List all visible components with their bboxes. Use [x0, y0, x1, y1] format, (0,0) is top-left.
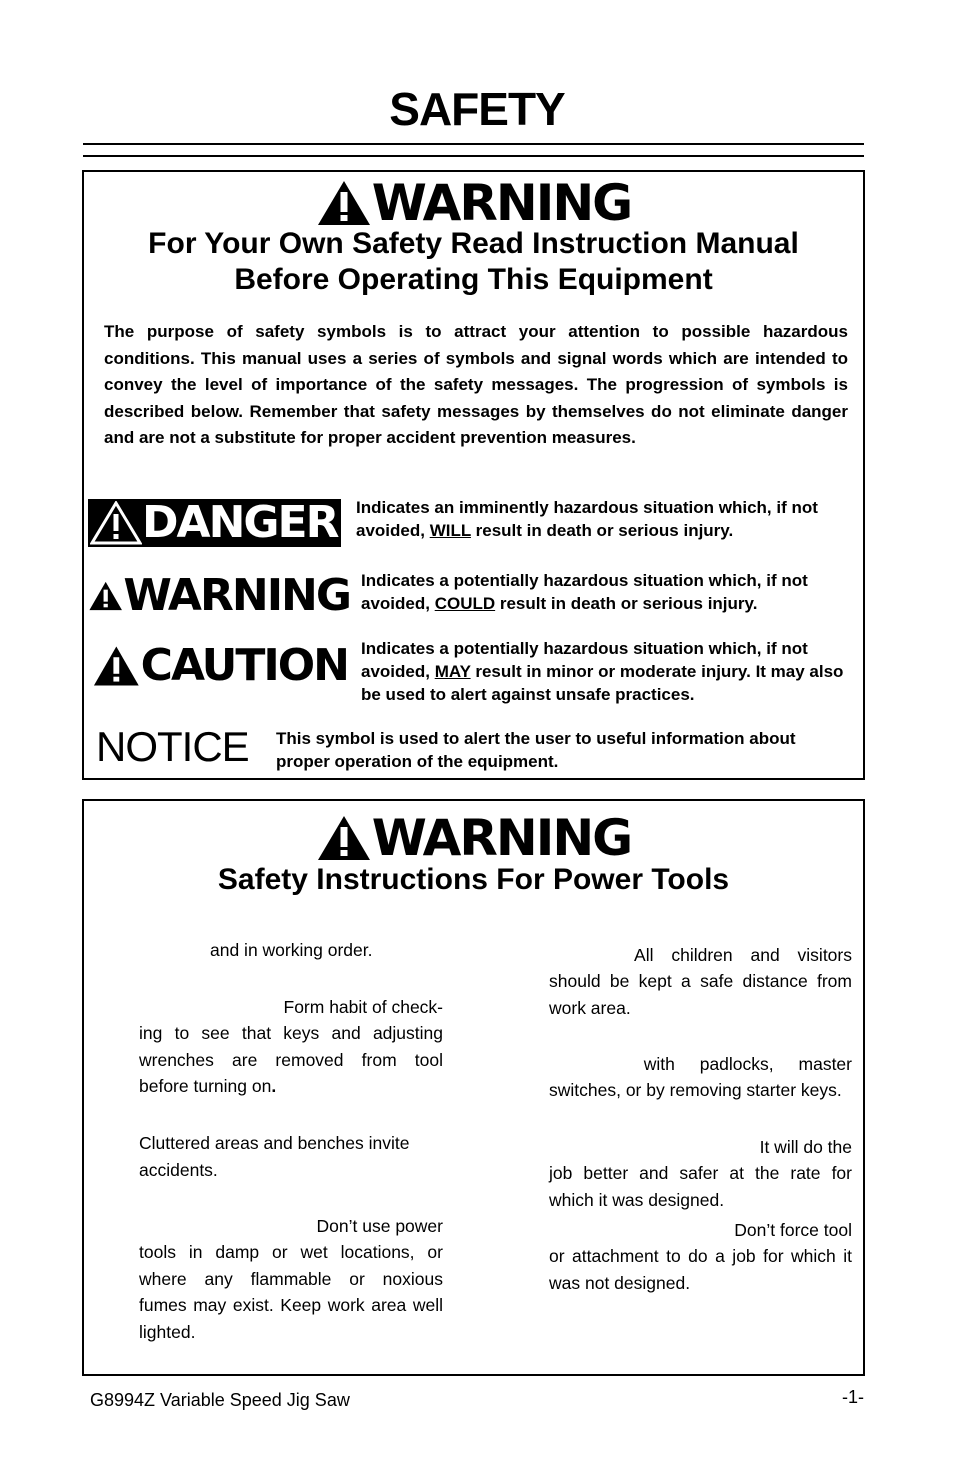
warning-desc-keyword: COULD [434, 594, 496, 613]
left-para-2 [139, 1020, 443, 1100]
left-para-2-period: . [271, 1076, 277, 1096]
danger-description [356, 496, 851, 542]
footer-model: G8994Z Variable Speed Jig Saw [90, 1390, 350, 1410]
warning-description [361, 569, 851, 615]
danger-desc-text-end: result in death or serious injury. [470, 521, 734, 540]
warning-desc-text-end: result in death or serious injury. [495, 594, 758, 613]
warning-signal-word: WARNING [123, 570, 350, 621]
left-para-4-first: Don’t use power [316, 1216, 443, 1236]
left-para-1: and in working order. [210, 940, 373, 960]
caution-signal-word: CAUTION [140, 640, 348, 691]
warning-desc-text: Indicates a potentially hazardous situation which, if not avoided, [361, 571, 808, 613]
danger-desc-keyword: WILL [429, 521, 471, 540]
caution-triangle-icon [92, 644, 141, 688]
notice-description: This symbol is used to alert the user to useful information about proper operation of the equipment. [276, 729, 796, 771]
page-number: -1- [842, 1387, 864, 1407]
caution-desc-text-end: result in minor or moderate injury. It may also be used to alert against unsafe practices. [361, 662, 844, 704]
box2-warning-heading [82, 809, 865, 867]
warning-triangle-icon [88, 574, 123, 618]
warning-word: WARNING [371, 174, 632, 232]
right-para-3: job better and safer at the rate for which it was designed. [549, 1163, 852, 1210]
caution-desc-keyword: MAY [434, 662, 471, 681]
danger-triangle-icon [90, 501, 142, 545]
right-para-4: or attachment to do a job for which it was not designed. [549, 1246, 852, 1293]
right-para-2: switches, or by removing starter keys. [549, 1080, 842, 1100]
notice-signal-word: NOTICE [96, 723, 249, 770]
left-para-4: tools in damp or wet locations, or where any flammable or noxious fumes may exist. Keep work area well lighted. [139, 1242, 443, 1342]
warning-triangle-icon [316, 814, 372, 862]
right-para-2-first: with padlocks, master [643, 1054, 852, 1074]
danger-desc-text: Indicates an imminently hazardous situation which, if not avoided, [356, 498, 818, 540]
warning-triangle-icon [316, 179, 372, 227]
box1-warning-heading [82, 174, 865, 232]
page-title: SAFETY [389, 83, 565, 135]
title-rule-bottom [83, 155, 864, 157]
warning-word: WARNING [371, 809, 632, 867]
danger-badge [88, 499, 341, 547]
left-para-2-first: Form habit of check- [283, 997, 443, 1017]
right-para-1: should be kept a safe distance from work area. [549, 971, 852, 1018]
right-para-1-first: All children and visitors [634, 945, 852, 965]
caution-description [361, 637, 851, 706]
left-para-3: Cluttered areas and benches invite accidents. [139, 1133, 410, 1180]
danger-word: DANGER [142, 497, 338, 548]
title-rule-top [83, 143, 864, 145]
safety-symbols-intro: The purpose of safety symbols is to attract your attention to possible hazardous conditions. This manual uses a series of symbols and signal words which are intended to convey the level of importance of the safety messages. The progression of symbols is described below. Remember that safety messages by themselves do not eliminate danger and are not a substitute for proper accident prevention measures. [104, 322, 848, 447]
left-para-2-text: ing to see that keys and adjusting wrenches are removed from tool before turning on [139, 1023, 443, 1096]
box1-subheading-line1: For Your Own Safety Read Instruction Manual [148, 227, 799, 260]
warning-signal [88, 572, 350, 620]
caution-signal [92, 642, 348, 690]
caution-desc-text: Indicates a potentially hazardous situation which, if not avoided, [361, 639, 808, 681]
box2-subheading: Safety Instructions For Power Tools [217, 863, 730, 896]
box1-subheading-line2: Before Operating This Equipment [234, 263, 713, 296]
right-para-4-first: Don’t force tool [734, 1220, 852, 1240]
right-para-3-first: It will do the [759, 1137, 852, 1157]
